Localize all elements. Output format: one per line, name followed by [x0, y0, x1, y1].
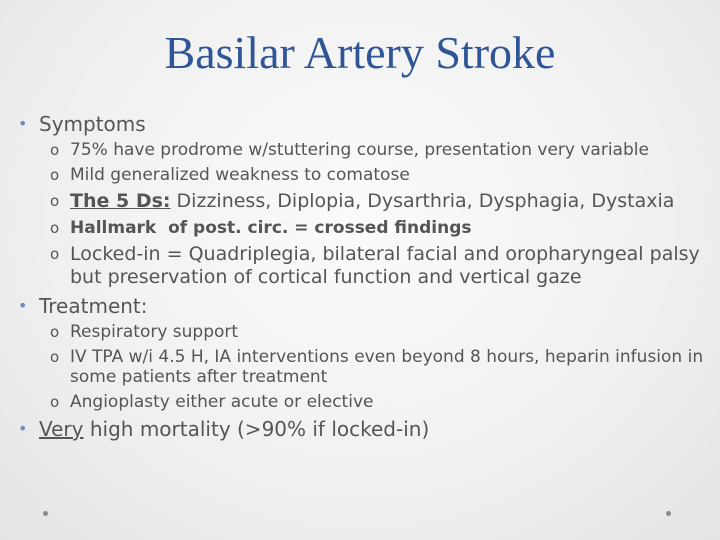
prodrome-text: 75% have prodrome w/stuttering course, presentation very variable — [70, 140, 649, 160]
five-ds-text: Dizziness, Diplopia, Dysarthria, Dysphagia, Dystaxia — [170, 190, 675, 212]
sub-bullet-marker: o — [50, 393, 60, 411]
sub-bullet-marker: o — [50, 323, 60, 341]
locked-in-text: Locked-in = Quadriplegia, bilateral facial and oropharyngeal palsy but preservation of cortical function and vertical gaze — [70, 243, 700, 288]
slide-content — [18, 112, 708, 445]
sub-bullet-marker: o — [50, 166, 60, 184]
sub-bullet-locked-in — [18, 243, 708, 289]
treatment-label: Treatment: — [39, 294, 148, 318]
bullet-treatment — [18, 294, 708, 318]
decorative-dot-right — [666, 511, 671, 516]
sub-bullet-marker: o — [50, 141, 60, 159]
bullet-mortality — [18, 417, 708, 441]
slide-title: Basilar Artery Stroke — [164, 27, 556, 78]
mortality-text: high mortality (>90% if locked-in) — [83, 417, 430, 441]
sub-bullet-angioplasty — [18, 392, 708, 412]
sub-bullet-prodrome — [18, 140, 708, 160]
mortality-emphasis: Very — [39, 417, 84, 441]
sub-bullet-respiratory — [18, 322, 708, 342]
bullet-marker: • — [18, 419, 28, 438]
respiratory-text: Respiratory support — [70, 322, 239, 342]
sub-bullet-tpa — [18, 347, 708, 387]
sub-bullet-five-ds — [18, 190, 708, 213]
five-ds-label: The 5 Ds: — [70, 190, 171, 212]
angioplasty-text: Angioplasty either acute or elective — [70, 392, 374, 412]
bullet-marker: • — [18, 114, 28, 133]
tpa-text: IV TPA w/i 4.5 H, IA interventions even beyond 8 hours, heparin infusion in some patients after treatment — [70, 347, 704, 387]
sub-bullet-marker: o — [50, 192, 60, 210]
hallmark-text: Hallmark of post. circ. = crossed findings — [70, 218, 472, 238]
weakness-text: Mild generalized weakness to comatose — [70, 165, 410, 185]
symptoms-label: Symptoms — [39, 112, 146, 136]
bullet-marker: • — [18, 296, 28, 315]
bullet-symptoms — [18, 112, 708, 136]
sub-bullet-marker: o — [50, 219, 60, 237]
decorative-dot-left — [43, 511, 48, 516]
sub-bullet-marker: o — [50, 348, 60, 366]
sub-bullet-hallmark — [18, 218, 708, 238]
sub-bullet-marker: o — [50, 245, 60, 263]
sub-bullet-weakness — [18, 165, 708, 185]
